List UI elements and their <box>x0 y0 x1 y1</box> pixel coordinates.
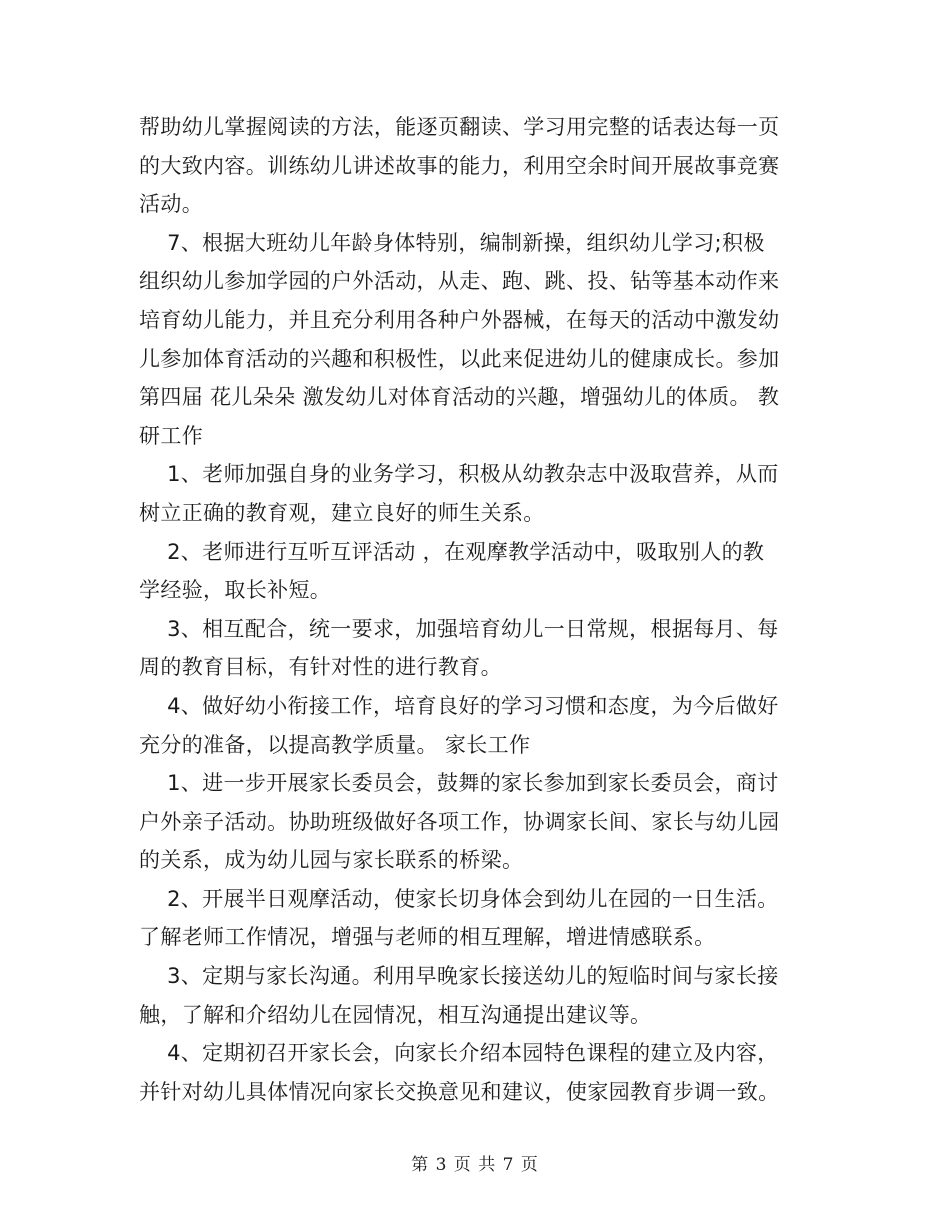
text-line: 活动。 <box>139 192 204 217</box>
text-line: 周的教育目标，有针对性的进行教育。 <box>139 655 502 680</box>
text-line: 第四届 花儿朵朵 激发幼儿对体育活动的兴趣，增强幼儿的体质。 教 <box>139 385 780 410</box>
text-line: 3、相互配合，统一要求，加强培育幼儿一日常规，根据每月、每 <box>139 616 779 641</box>
text-line: 户外亲子活动。协助班级做好各项工作，协调家长间、家长与幼儿园 <box>139 809 780 834</box>
text-line: 充分的准备，以提高教学质量。 家长工作 <box>139 732 531 757</box>
text-line: 触，了解和介绍幼儿在园情况，相互沟通提出建议等。 <box>139 1002 652 1027</box>
text-line: 2、开展半日观摩活动，使家长切身体会到幼儿在园的一日生活。 <box>139 886 779 911</box>
text-line: 研工作 <box>139 423 204 448</box>
text-line: 树立正确的教育观，建立良好的师生关系。 <box>139 500 545 525</box>
text-line: 培育幼儿能力，并且充分利用各种户外器械，在每天的活动中激发幼 <box>139 307 780 332</box>
text-line: 的关系，成为幼儿园与家长联系的桥梁。 <box>139 848 524 873</box>
body-text <box>139 108 815 1111</box>
text-line: 4、定期初召开家长会，向家长介绍本园特色课程的建立及内容， <box>139 1041 779 1066</box>
text-line: 7、根据大班幼儿年龄身体特别，编制新操，组织幼儿学习;积极 <box>139 230 765 255</box>
text-line: 1、老师加强自身的业务学习，积极从幼教杂志中汲取营养，从而 <box>139 462 779 487</box>
text-line: 并针对幼儿具体情况向家长交换意见和建议，使家园教育步调一致。 <box>139 1079 780 1104</box>
text-line: 3、定期与家长沟通。利用早晚家长接送幼儿的短临时间与家长接 <box>139 964 779 989</box>
text-line: 2、老师进行互听互评活动 ，在观摩教学活动中，吸取别人的教 <box>139 539 765 564</box>
text-line: 学经验，取长补短。 <box>139 578 332 603</box>
text-line: 帮助幼儿掌握阅读的方法，能逐页翻读、学习用完整的话表达每一页 <box>139 115 780 139</box>
text-line: 组织幼儿参加学园的户外活动，从走、跑、跳、投、钻等基本动作来 <box>139 269 780 294</box>
text-line: 1、进一步开展家长委员会，鼓舞的家长参加到家长委员会，商讨 <box>139 771 779 796</box>
text-line: 的大致内容。训练幼儿讲述故事的能力，利用空余时间开展故事竞赛 <box>139 153 780 178</box>
text-line: 了解老师工作情况，增强与老师的相互理解，增进情感联系。 <box>139 925 716 950</box>
page-number: 第 3 页 共 7 页 <box>411 1155 539 1175</box>
text-line: 4、做好幼小衔接工作，培育良好的学习习惯和态度，为今后做好 <box>139 693 779 718</box>
text-line: 儿参加体育活动的兴趣和积极性，以此来促进幼儿的健康成长。参加 <box>139 346 780 371</box>
